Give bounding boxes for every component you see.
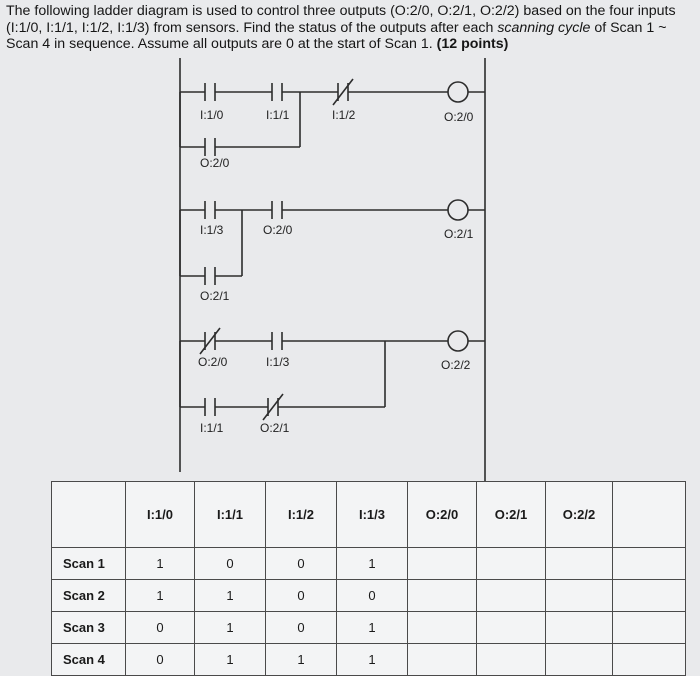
cell-extra (613, 548, 686, 580)
table-row (52, 644, 686, 676)
question-text-part1: The following ladder diagram is used to control three outputs (O:2/0, O:2/1, O:2/2) based on the four inputs (I:1/0, I:1/1, I:1/2, I:1/3) from sensors. Find the status of the outputs after each (6, 3, 676, 36)
cell-o20-answer[interactable] (408, 612, 477, 644)
header-o21: O:2/1 (477, 482, 546, 548)
cell-i13: 1 (337, 548, 408, 580)
cell-o21-answer[interactable] (477, 644, 546, 676)
rung2-branch-label: O:2/1 (200, 289, 230, 303)
cell-o22-answer[interactable] (546, 548, 613, 580)
cell-i10: 0 (126, 644, 195, 676)
header-o20: O:2/0 (408, 482, 477, 548)
rung3-coil-label: O:2/2 (441, 358, 471, 372)
row-label: Scan 3 (52, 612, 126, 644)
rung1-branch-label: O:2/0 (200, 156, 230, 170)
cell-i11: 1 (195, 580, 266, 612)
header-blank (52, 482, 126, 548)
cell-i12: 0 (266, 612, 337, 644)
table-row (52, 580, 686, 612)
row-label: Scan 2 (52, 580, 126, 612)
rung2-contact-b-label: O:2/0 (263, 223, 293, 237)
rung1-coil-label: O:2/0 (444, 110, 474, 124)
cell-i13: 1 (337, 644, 408, 676)
cell-o21-answer[interactable] (477, 612, 546, 644)
cell-o22-answer[interactable] (546, 580, 613, 612)
cell-i12: 0 (266, 580, 337, 612)
scan-table (51, 481, 686, 676)
cell-o21-answer[interactable] (477, 548, 546, 580)
rung3-branch-a-label: I:1/1 (200, 421, 224, 435)
cell-o21-answer[interactable] (477, 580, 546, 612)
question-text-part2: of Scan 1 ~ Scan 4 in sequence. Assume all outputs are 0 at the start of Scan 1. (6, 19, 667, 53)
table-row (52, 548, 686, 580)
rung1-contact-a-label: I:1/0 (200, 108, 224, 122)
header-i10: I:1/0 (126, 482, 195, 548)
cell-i13: 1 (337, 612, 408, 644)
cell-i12: 0 (266, 548, 337, 580)
row-label: Scan 4 (52, 644, 126, 676)
question-points: (12 points) (436, 36, 509, 53)
cell-o22-answer[interactable] (546, 644, 613, 676)
rung3-branch-b-label: O:2/1 (260, 421, 290, 435)
header-blank-end (613, 482, 686, 548)
cell-o20-answer[interactable] (408, 580, 477, 612)
cell-o20-answer[interactable] (408, 644, 477, 676)
rung-3 (180, 328, 485, 420)
cell-o20-answer[interactable] (408, 548, 477, 580)
table-header-row (52, 482, 686, 548)
header-i13: I:1/3 (337, 482, 408, 548)
cell-i10: 0 (126, 612, 195, 644)
cell-i11: 0 (195, 548, 266, 580)
table-row (52, 612, 686, 644)
header-i12: I:1/2 (266, 482, 337, 548)
question-emphasis: scanning cycle (497, 19, 591, 36)
cell-i11: 1 (195, 612, 266, 644)
cell-extra (613, 612, 686, 644)
cell-i13: 0 (337, 580, 408, 612)
cell-extra (613, 644, 686, 676)
cell-extra (613, 580, 686, 612)
rung3-contact-a-label: O:2/0 (198, 355, 228, 369)
rung1-contact-c-label: I:1/2 (332, 108, 356, 122)
header-i11: I:1/1 (195, 482, 266, 548)
rung2-contact-a-label: I:1/3 (200, 223, 224, 237)
cell-i10: 1 (126, 580, 195, 612)
cell-o22-answer[interactable] (546, 612, 613, 644)
cell-i10: 1 (126, 548, 195, 580)
rung-2 (180, 200, 485, 285)
rung2-coil-label: O:2/1 (444, 227, 474, 241)
header-o22: O:2/2 (546, 482, 613, 548)
cell-i11: 1 (195, 644, 266, 676)
row-label: Scan 1 (52, 548, 126, 580)
rung3-contact-b-label: I:1/3 (266, 355, 290, 369)
cell-i12: 1 (266, 644, 337, 676)
rung1-contact-b-label: I:1/1 (266, 108, 290, 122)
